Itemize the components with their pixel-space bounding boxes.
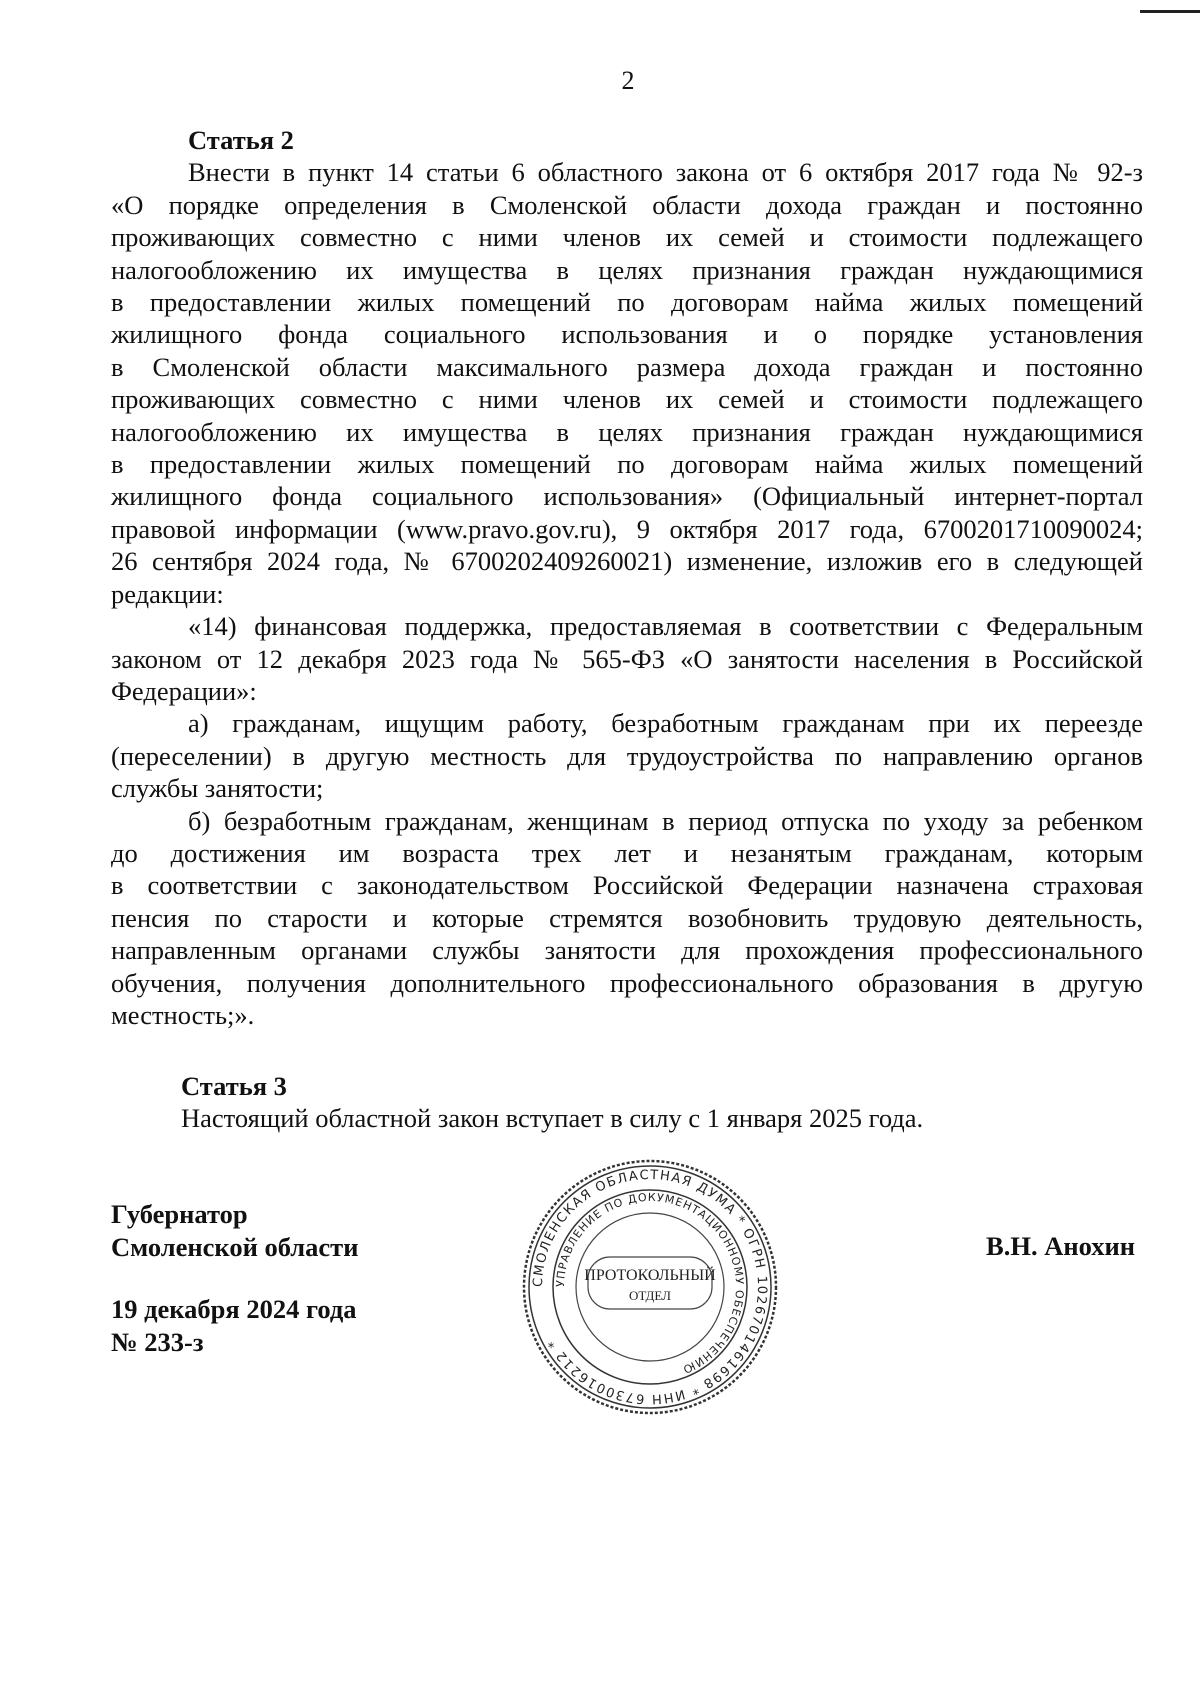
text-line: «14) финансовая поддержка, предоставляемая в соответствии с Федеральным — [188, 611, 1143, 642]
text-line: (переселении) в другую местность для трудоустройства по направлению органов — [111, 740, 1143, 771]
page-number: 2 — [621, 66, 635, 95]
text-line: Внести в пункт 14 статьи 6 областного закона от 6 октября 2017 года № 92-з — [188, 157, 1143, 188]
text-line: местность;». — [111, 999, 255, 1030]
article-3-text: Настоящий областной закон вступает в силу с 1 января 2025 года. — [181, 1103, 924, 1134]
text-line: до достижения им возраста трех лет и незанятым гражданам, которым — [111, 837, 1143, 868]
signature-title-line1: Губернатор — [111, 1199, 248, 1229]
text-line: налогообложению их имущества в целях признания граждан нуждающимися — [111, 254, 1143, 285]
article-2-intro — [111, 156, 1143, 610]
text-line: 26 сентября 2024 года, № 6700202409260021) изменение, изложив его в следующей — [111, 546, 1143, 577]
signature-title-line2: Смоленской области — [111, 1231, 359, 1262]
article-2 — [111, 124, 1143, 1031]
article-2-item-b — [111, 805, 1143, 1032]
text-line: проживающих совместно с ними членов их семей и стоимости подлежащего — [111, 384, 1143, 415]
article-3-heading: Статья 3 — [181, 1071, 287, 1101]
text-line: Федерации»: — [111, 675, 257, 706]
text-line: жилищного фонда социального использования» (Официальный интернет-портал — [111, 481, 1143, 512]
signatory-name: В.Н. Анохин — [986, 1231, 1135, 1261]
text-line: а) гражданам, ищущим работу, безработным гражданам при их переезде — [188, 708, 1143, 739]
article-2-item-a — [111, 707, 1143, 804]
text-line: службы занятости; — [111, 773, 324, 804]
text-line: правовой информации (www.pravo.gov.ru), 9 октября 2017 года, 6700201710090024; — [111, 513, 1143, 544]
seal-outer-text: СМОЛЕНСКАЯ ОБЛАСТНАЯ ДУМА * ОГРН 1026701461698 * ИНН 6730016212 * — [530, 1167, 770, 1407]
law-date: 19 декабря 2024 года — [111, 1294, 357, 1324]
text-line: налогообложению их имущества в целях признания граждан нуждающимися — [111, 416, 1143, 447]
article-2-heading: Статья 2 — [188, 125, 294, 155]
text-line: «О порядке определения в Смоленской области дохода граждан и постоянно — [111, 189, 1143, 220]
text-line: обучения, получения дополнительного профессионального образования в другую — [111, 967, 1143, 998]
law-number: № 233-з — [111, 1326, 204, 1357]
seal-center-line1: ПРОТОКОЛЬНЫЙ — [584, 1267, 716, 1284]
text-line: в предоставлении жилых помещений по договорам найма жилых помещений — [111, 449, 1143, 480]
text-line: б) безработным гражданам, женщинам в период отпуска по уходу за ребенком — [188, 805, 1143, 836]
article-3 — [111, 1070, 1143, 1135]
signature-title — [111, 1198, 358, 1263]
text-line: в Смоленской области максимального размера дохода граждан и постоянно — [111, 351, 1143, 382]
text-line: редакции: — [111, 578, 224, 609]
text-line: в соответствии с законодательством Российской Федерации назначена страховая — [111, 870, 1143, 901]
article-2-item-14 — [111, 610, 1143, 707]
seal-inner-text: УПРАВЛЕНИЕ ПО ДОКУМЕНТАЦИОННОМУ ОБЕСПЕЧЕНИЮ — [553, 1190, 747, 1377]
text-line: проживающих совместно с ними членов их семей и стоимости подлежащего — [111, 222, 1143, 253]
text-line: жилищного фонда социального использования и о порядке установления — [111, 319, 1143, 350]
text-line: пенсия по старости и которые стремятся возобновить трудовую деятельность, — [111, 902, 1143, 933]
text-line: направленным органами службы занятости для прохождения профессионального — [111, 935, 1143, 966]
text-line: законом от 12 декабря 2023 года № 565-ФЗ «О занятости населения в Российской — [111, 643, 1143, 674]
official-seal — [520, 1157, 780, 1417]
text-line: в предоставлении жилых помещений по договорам найма жилых помещений — [111, 287, 1143, 318]
seal-center-line2: ОТДЕЛ — [629, 1288, 671, 1303]
scan-edge-mark — [1140, 10, 1200, 13]
law-date-number — [111, 1293, 357, 1358]
